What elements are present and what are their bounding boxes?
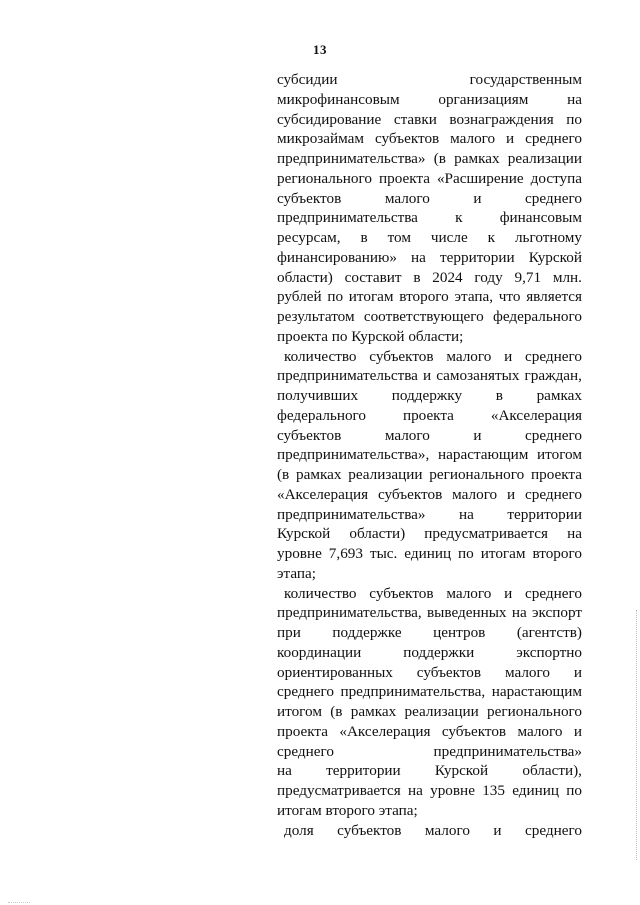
text-line bbox=[277, 485, 582, 505]
word: субъектов bbox=[369, 347, 434, 365]
word: граждан, bbox=[524, 367, 582, 385]
word: субъектов bbox=[369, 584, 434, 602]
text-line bbox=[277, 702, 582, 722]
word: самозанятых bbox=[436, 367, 520, 385]
page-number: 13 bbox=[313, 42, 327, 57]
text-line bbox=[277, 248, 582, 268]
text-line bbox=[277, 366, 582, 386]
word: среднего bbox=[525, 584, 582, 602]
word: доля bbox=[284, 821, 314, 839]
text-line bbox=[277, 524, 582, 544]
word: (в bbox=[433, 150, 446, 167]
text-line bbox=[277, 742, 582, 762]
word: количество bbox=[284, 347, 357, 365]
word: нарастающим bbox=[438, 446, 529, 464]
word: итогом bbox=[537, 446, 582, 464]
word: в bbox=[495, 387, 503, 404]
word: ресурсам, bbox=[277, 229, 341, 246]
word: федерального bbox=[492, 308, 582, 325]
word: среднего bbox=[525, 189, 582, 207]
text-line bbox=[277, 70, 582, 90]
word: и bbox=[573, 663, 582, 681]
text-line bbox=[277, 90, 582, 110]
text-line bbox=[277, 386, 582, 406]
word: малого bbox=[452, 485, 498, 503]
word: «Акселерация bbox=[277, 485, 369, 503]
text-line bbox=[277, 821, 582, 841]
word: организациям bbox=[438, 90, 529, 108]
word: поддержку bbox=[391, 387, 463, 404]
word: рамках bbox=[296, 466, 342, 483]
word: предпринимательства, bbox=[277, 604, 422, 622]
text-line bbox=[277, 445, 582, 465]
word: проекта bbox=[402, 406, 454, 424]
word: малого bbox=[450, 130, 496, 148]
word: (агентств) bbox=[516, 624, 582, 641]
word: и bbox=[473, 426, 482, 444]
word: предпринимательства, bbox=[340, 683, 486, 701]
word: предпринимательства bbox=[277, 209, 418, 227]
word: тыс. bbox=[369, 545, 398, 562]
word: уровне bbox=[430, 782, 475, 799]
word: «Акселерация bbox=[339, 722, 431, 740]
word: субъектов bbox=[277, 189, 342, 207]
word: «Расширение bbox=[436, 169, 524, 187]
word: получивших bbox=[277, 387, 359, 404]
word: второго bbox=[399, 288, 449, 306]
word: предпринимательства» bbox=[277, 505, 426, 523]
text-line bbox=[277, 505, 582, 525]
word: области) bbox=[277, 268, 333, 286]
word: количество bbox=[284, 584, 357, 602]
word: на bbox=[459, 505, 474, 523]
word: микрозаймам bbox=[277, 130, 365, 148]
word: рамках bbox=[536, 387, 582, 404]
word: государственным bbox=[469, 71, 582, 88]
word: Курской bbox=[434, 762, 489, 780]
word: нарастающим bbox=[491, 683, 582, 701]
word: регионального bbox=[487, 703, 582, 720]
word: реализации bbox=[348, 466, 423, 483]
word: проекта bbox=[531, 466, 582, 483]
word: (в bbox=[277, 466, 290, 483]
word: поддержке bbox=[332, 624, 402, 641]
word: субсидии bbox=[277, 71, 338, 88]
word: «Акселерация bbox=[490, 406, 582, 424]
word: предпринимательства» bbox=[277, 150, 426, 167]
text-line: итогам второго этапа; bbox=[277, 801, 418, 819]
word: субъектов bbox=[277, 426, 342, 444]
word: и bbox=[423, 367, 432, 385]
word: и bbox=[573, 722, 582, 740]
text-line bbox=[277, 208, 582, 228]
word: субъектов bbox=[416, 663, 482, 681]
word: предпринимательства bbox=[277, 367, 418, 385]
word: доступа bbox=[530, 169, 582, 187]
text-line bbox=[277, 406, 582, 426]
word: 9,71 bbox=[514, 268, 542, 286]
word: субсидирование bbox=[277, 110, 382, 128]
word: и bbox=[506, 130, 515, 148]
word: на bbox=[277, 762, 292, 780]
word: поддержки bbox=[403, 643, 475, 661]
word: реализации bbox=[404, 703, 479, 720]
word: малого bbox=[504, 663, 550, 681]
word: итогом bbox=[277, 703, 322, 720]
word: на bbox=[411, 248, 426, 266]
word: том bbox=[387, 229, 411, 246]
text-line bbox=[277, 761, 582, 781]
word: на bbox=[511, 604, 527, 622]
word: на bbox=[407, 782, 423, 799]
word: малого bbox=[446, 347, 492, 365]
word: млн. bbox=[552, 268, 582, 286]
word: итогам bbox=[480, 545, 526, 562]
word: итогам bbox=[348, 288, 394, 306]
word: среднего bbox=[525, 426, 582, 444]
word: территории bbox=[440, 248, 515, 266]
text-line bbox=[277, 307, 582, 327]
word: предпринимательства», bbox=[277, 446, 430, 464]
word: ориентированных bbox=[277, 663, 393, 681]
word: среднего bbox=[277, 683, 334, 701]
word: на bbox=[567, 90, 582, 108]
word: микрофинансовым bbox=[277, 90, 400, 108]
word: субъектов bbox=[374, 130, 440, 148]
word: по bbox=[458, 545, 474, 562]
text-line bbox=[277, 623, 582, 643]
text-line bbox=[277, 347, 582, 367]
text-line: этапа; bbox=[277, 564, 316, 582]
text-line bbox=[277, 584, 582, 604]
word: рамках bbox=[350, 703, 397, 720]
word: малого bbox=[424, 821, 470, 839]
word: предусматривается bbox=[424, 525, 548, 543]
text-line bbox=[277, 287, 582, 307]
word: финансированию» bbox=[277, 248, 397, 266]
text-line bbox=[277, 110, 582, 130]
word: рублей bbox=[277, 288, 322, 306]
text-line bbox=[277, 426, 582, 446]
word: предпринимательства» bbox=[433, 742, 582, 760]
word: является bbox=[526, 288, 582, 306]
word: субъектов bbox=[441, 722, 507, 740]
word: вознаграждения bbox=[449, 110, 554, 128]
word: федерального bbox=[277, 406, 366, 424]
document-body bbox=[277, 70, 582, 840]
text-line bbox=[277, 129, 582, 149]
word: Курской bbox=[277, 525, 331, 543]
word: регионального bbox=[277, 169, 372, 187]
word: 7,693 bbox=[328, 545, 363, 562]
text-line bbox=[277, 603, 582, 623]
word: реализации bbox=[507, 150, 582, 167]
word: субъектов bbox=[337, 821, 402, 839]
scan-corner-mark bbox=[8, 900, 30, 903]
word: в bbox=[360, 229, 368, 246]
word: выведенных bbox=[427, 604, 507, 622]
word: ставки bbox=[393, 110, 437, 128]
word: при bbox=[277, 624, 301, 641]
text-line bbox=[277, 268, 582, 288]
word: Курской bbox=[528, 248, 582, 266]
text-line bbox=[277, 722, 582, 742]
word: результатом bbox=[277, 308, 355, 325]
word: среднего bbox=[277, 742, 334, 760]
word: среднего bbox=[525, 485, 582, 503]
word: 2024 bbox=[432, 268, 463, 286]
word: единиц bbox=[512, 782, 559, 799]
word: этапа, bbox=[454, 288, 494, 306]
text-line bbox=[277, 663, 582, 683]
word: малого bbox=[517, 722, 563, 740]
word: координации bbox=[277, 643, 362, 661]
word: и bbox=[507, 485, 516, 503]
word: на bbox=[567, 525, 582, 543]
word: уровне bbox=[277, 545, 322, 562]
word: проекта bbox=[378, 169, 430, 187]
word: среднего bbox=[525, 130, 582, 148]
word: единиц bbox=[404, 545, 452, 562]
text-line bbox=[277, 544, 582, 564]
scan-edge-marks bbox=[634, 610, 637, 860]
word: малого bbox=[384, 189, 430, 207]
text-line bbox=[277, 149, 582, 169]
word: области) bbox=[349, 525, 406, 543]
word: по bbox=[327, 288, 344, 306]
text-line bbox=[277, 228, 582, 248]
word: экспорт bbox=[531, 604, 582, 622]
word: территории bbox=[326, 762, 401, 780]
word: малого bbox=[446, 584, 492, 602]
word: что bbox=[498, 288, 521, 306]
word: рамках bbox=[454, 150, 500, 167]
word: составит bbox=[344, 268, 402, 286]
text-line bbox=[277, 643, 582, 663]
word: к bbox=[455, 209, 463, 227]
word: территории bbox=[507, 505, 582, 523]
word: и bbox=[493, 821, 502, 839]
word: и bbox=[504, 347, 513, 365]
word: и bbox=[504, 584, 513, 602]
word: финансовым bbox=[499, 209, 582, 227]
word: числе bbox=[430, 229, 468, 246]
text-line bbox=[277, 465, 582, 485]
word: к bbox=[487, 229, 496, 246]
text-line bbox=[277, 682, 582, 702]
word: регионального bbox=[429, 466, 525, 483]
word: среднего bbox=[525, 821, 582, 839]
text-line: проекта по Курской области; bbox=[277, 327, 464, 345]
text-line bbox=[277, 169, 582, 189]
text-line bbox=[277, 189, 582, 209]
word: экспортно bbox=[516, 643, 582, 661]
word: среднего bbox=[525, 347, 582, 365]
word: (в bbox=[330, 703, 343, 720]
word: центров bbox=[433, 624, 486, 641]
word: области), bbox=[522, 762, 582, 780]
text-line bbox=[277, 781, 582, 801]
word: по bbox=[566, 110, 582, 128]
word: по bbox=[566, 782, 582, 799]
word: и bbox=[473, 189, 482, 207]
word: соответствующего bbox=[363, 308, 484, 325]
word: второго bbox=[532, 545, 582, 562]
word: году bbox=[474, 268, 503, 286]
word: субъектов bbox=[378, 485, 443, 503]
word: в bbox=[413, 268, 421, 286]
word: малого bbox=[384, 426, 430, 444]
word: предусматривается bbox=[277, 782, 401, 799]
word: проекта bbox=[277, 722, 328, 740]
word: льготному bbox=[514, 229, 582, 246]
word: 135 bbox=[482, 782, 505, 799]
